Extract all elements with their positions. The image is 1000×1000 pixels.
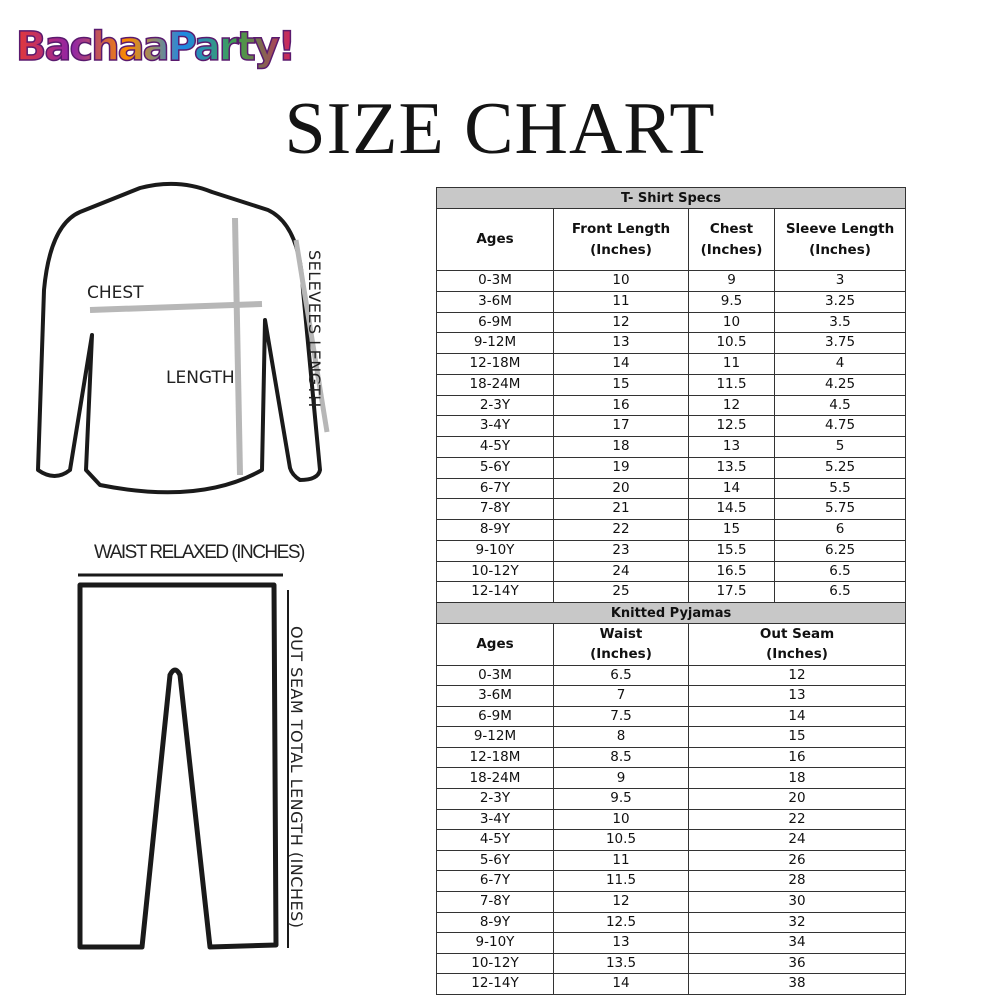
table-cell: 10-12Y (437, 953, 554, 974)
table-cell: 16.5 (689, 561, 775, 582)
table-row (437, 953, 906, 974)
table-cell: 11 (689, 354, 775, 375)
table-cell: 9.5 (689, 291, 775, 312)
table-cell: 5-6Y (437, 850, 554, 871)
table-row (437, 768, 906, 789)
table-cell: 23 (554, 540, 689, 561)
table-cell: 15.5 (689, 540, 775, 561)
table-row (437, 457, 906, 478)
table-cell: 12.5 (689, 416, 775, 437)
table-cell: 26 (689, 850, 906, 871)
table-cell: 8-9Y (437, 912, 554, 933)
table-cell: 19 (554, 457, 689, 478)
table-cell: 12-18M (437, 354, 554, 375)
chest-label: CHEST (87, 283, 144, 303)
table-row (437, 850, 906, 871)
table-cell: 3-4Y (437, 416, 554, 437)
column-header: Chest (Inches) (689, 209, 775, 271)
table-cell: 34 (689, 933, 906, 954)
table-cell: 6.25 (775, 540, 906, 561)
table-cell: 9 (689, 271, 775, 292)
table-cell: 14 (554, 974, 689, 995)
table-row (437, 520, 906, 541)
table-cell: 32 (689, 912, 906, 933)
table-cell: 3 (775, 271, 906, 292)
table-cell: 6 (775, 520, 906, 541)
table-cell: 18-24M (437, 768, 554, 789)
table-row (437, 374, 906, 395)
table-row (437, 582, 906, 603)
table-cell: 18-24M (437, 374, 554, 395)
logo-text: BachaaParty! (16, 24, 295, 70)
table-cell: 12 (554, 312, 689, 333)
table-cell: 9 (554, 768, 689, 789)
table-row (437, 974, 906, 995)
table-row (437, 333, 906, 354)
length-label: LENGTH (166, 368, 235, 388)
table-row (437, 478, 906, 499)
column-header: Waist (Inches) (554, 624, 689, 666)
table-cell: 36 (689, 953, 906, 974)
tshirt-section-title: T- Shirt Specs (437, 188, 906, 209)
table-cell: 12.5 (554, 912, 689, 933)
table-cell: 4.75 (775, 416, 906, 437)
tshirt-spec-table (436, 187, 905, 603)
table-cell: 13 (689, 437, 775, 458)
table-cell: 16 (689, 747, 906, 768)
table-cell: 6-7Y (437, 478, 554, 499)
table-cell: 3.25 (775, 291, 906, 312)
table-cell: 15 (689, 727, 906, 748)
table-cell: 3-4Y (437, 809, 554, 830)
table-cell: 18 (689, 768, 906, 789)
table-row (437, 561, 906, 582)
table-cell: 2-3Y (437, 789, 554, 810)
pyjama-outline (80, 585, 276, 947)
table-cell: 14 (554, 354, 689, 375)
table-cell: 12-14Y (437, 582, 554, 603)
table-row (437, 354, 906, 375)
table-cell: 10.5 (554, 830, 689, 851)
table-cell: 14 (689, 478, 775, 499)
shirt-outline (38, 184, 320, 492)
table-cell: 13 (689, 686, 906, 707)
table-cell: 11.5 (689, 374, 775, 395)
brand-logo (12, 8, 295, 78)
page-title: SIZE CHART (284, 88, 716, 170)
table-cell: 12-18M (437, 747, 554, 768)
table-cell: 5 (775, 437, 906, 458)
table-cell: 9-12M (437, 727, 554, 748)
table-row (437, 499, 906, 520)
table-cell: 10 (689, 312, 775, 333)
table-cell: 13 (554, 333, 689, 354)
table-cell: 4.5 (775, 395, 906, 416)
table-cell: 4 (775, 354, 906, 375)
table-cell: 16 (554, 395, 689, 416)
table-cell: 8.5 (554, 747, 689, 768)
table-cell: 7.5 (554, 706, 689, 727)
table-row (437, 312, 906, 333)
table-cell: 4.25 (775, 374, 906, 395)
table-cell: 2-3Y (437, 395, 554, 416)
table-cell: 18 (554, 437, 689, 458)
table-row (437, 727, 906, 748)
table-cell: 6-7Y (437, 871, 554, 892)
table-cell: 20 (554, 478, 689, 499)
table-cell: 3.75 (775, 333, 906, 354)
table-row (437, 540, 906, 561)
waist-label: WAIST RELAXED (INCHES) (94, 542, 304, 563)
table-cell: 5.75 (775, 499, 906, 520)
table-cell: 13 (554, 933, 689, 954)
table-cell: 0-3M (437, 271, 554, 292)
table-row (437, 912, 906, 933)
outseam-label: OUT SEAM TOTAL LENGTH (INCHES) (287, 626, 306, 929)
table-cell: 24 (689, 830, 906, 851)
table-cell: 30 (689, 892, 906, 913)
table-cell: 3-6M (437, 291, 554, 312)
table-cell: 13.5 (554, 953, 689, 974)
table-cell: 6-9M (437, 706, 554, 727)
table-cell: 20 (689, 789, 906, 810)
table-cell: 12 (689, 395, 775, 416)
table-cell: 11 (554, 850, 689, 871)
garment-outlines (0, 170, 430, 1000)
table-cell: 3.5 (775, 312, 906, 333)
table-cell: 7-8Y (437, 499, 554, 520)
length-guide (235, 218, 240, 475)
table-row (437, 747, 906, 768)
pyjama-section-title: Knitted Pyjamas (437, 603, 906, 624)
table-cell: 7 (554, 686, 689, 707)
table-cell: 11 (554, 291, 689, 312)
table-cell: 21 (554, 499, 689, 520)
table-cell: 8 (554, 727, 689, 748)
table-cell: 9-10Y (437, 933, 554, 954)
table-cell: 17 (554, 416, 689, 437)
table-cell: 9.5 (554, 789, 689, 810)
table-cell: 9-10Y (437, 540, 554, 561)
table-row (437, 686, 906, 707)
sleeve-length-label: SELEVEES LENGTH (305, 250, 324, 408)
table-cell: 12 (554, 892, 689, 913)
table-cell: 6-9M (437, 312, 554, 333)
table-row (437, 291, 906, 312)
table-cell: 10-12Y (437, 561, 554, 582)
table-row (437, 416, 906, 437)
table-cell: 12-14Y (437, 974, 554, 995)
table-row (437, 665, 906, 686)
garment-diagram (0, 170, 430, 1000)
brand-logo-graphic (12, 8, 295, 78)
table-cell: 15 (554, 374, 689, 395)
table-row (437, 706, 906, 727)
table-cell: 11.5 (554, 871, 689, 892)
column-header: Sleeve Length (Inches) (775, 209, 906, 271)
table-cell: 15 (689, 520, 775, 541)
table-cell: 6.5 (775, 561, 906, 582)
table-cell: 10 (554, 271, 689, 292)
table-row (437, 271, 906, 292)
table-cell: 25 (554, 582, 689, 603)
table-cell: 14.5 (689, 499, 775, 520)
table-cell: 38 (689, 974, 906, 995)
table-cell: 6.5 (775, 582, 906, 603)
table-row (437, 789, 906, 810)
table-cell: 8-9Y (437, 520, 554, 541)
table-row (437, 830, 906, 851)
column-header: Front Length (Inches) (554, 209, 689, 271)
table-cell: 17.5 (689, 582, 775, 603)
table-row (437, 395, 906, 416)
table-cell: 5-6Y (437, 457, 554, 478)
table-cell: 22 (554, 520, 689, 541)
table-cell: 14 (689, 706, 906, 727)
table-row (437, 933, 906, 954)
table-cell: 12 (689, 665, 906, 686)
table-cell: 4-5Y (437, 437, 554, 458)
table-cell: 10 (554, 809, 689, 830)
column-header: Ages (437, 209, 554, 271)
table-cell: 10.5 (689, 333, 775, 354)
table-row (437, 871, 906, 892)
table-row (437, 809, 906, 830)
pyjama-spec-table (436, 602, 905, 995)
table-cell: 13.5 (689, 457, 775, 478)
table-cell: 24 (554, 561, 689, 582)
table-cell: 4-5Y (437, 830, 554, 851)
table-cell: 0-3M (437, 665, 554, 686)
table-cell: 5.25 (775, 457, 906, 478)
table-cell: 5.5 (775, 478, 906, 499)
column-header: Out Seam (Inches) (689, 624, 906, 666)
table-cell: 9-12M (437, 333, 554, 354)
table-cell: 22 (689, 809, 906, 830)
table-row (437, 892, 906, 913)
table-cell: 3-6M (437, 686, 554, 707)
table-cell: 7-8Y (437, 892, 554, 913)
column-header: Ages (437, 624, 554, 666)
table-cell: 28 (689, 871, 906, 892)
table-row (437, 437, 906, 458)
table-cell: 6.5 (554, 665, 689, 686)
